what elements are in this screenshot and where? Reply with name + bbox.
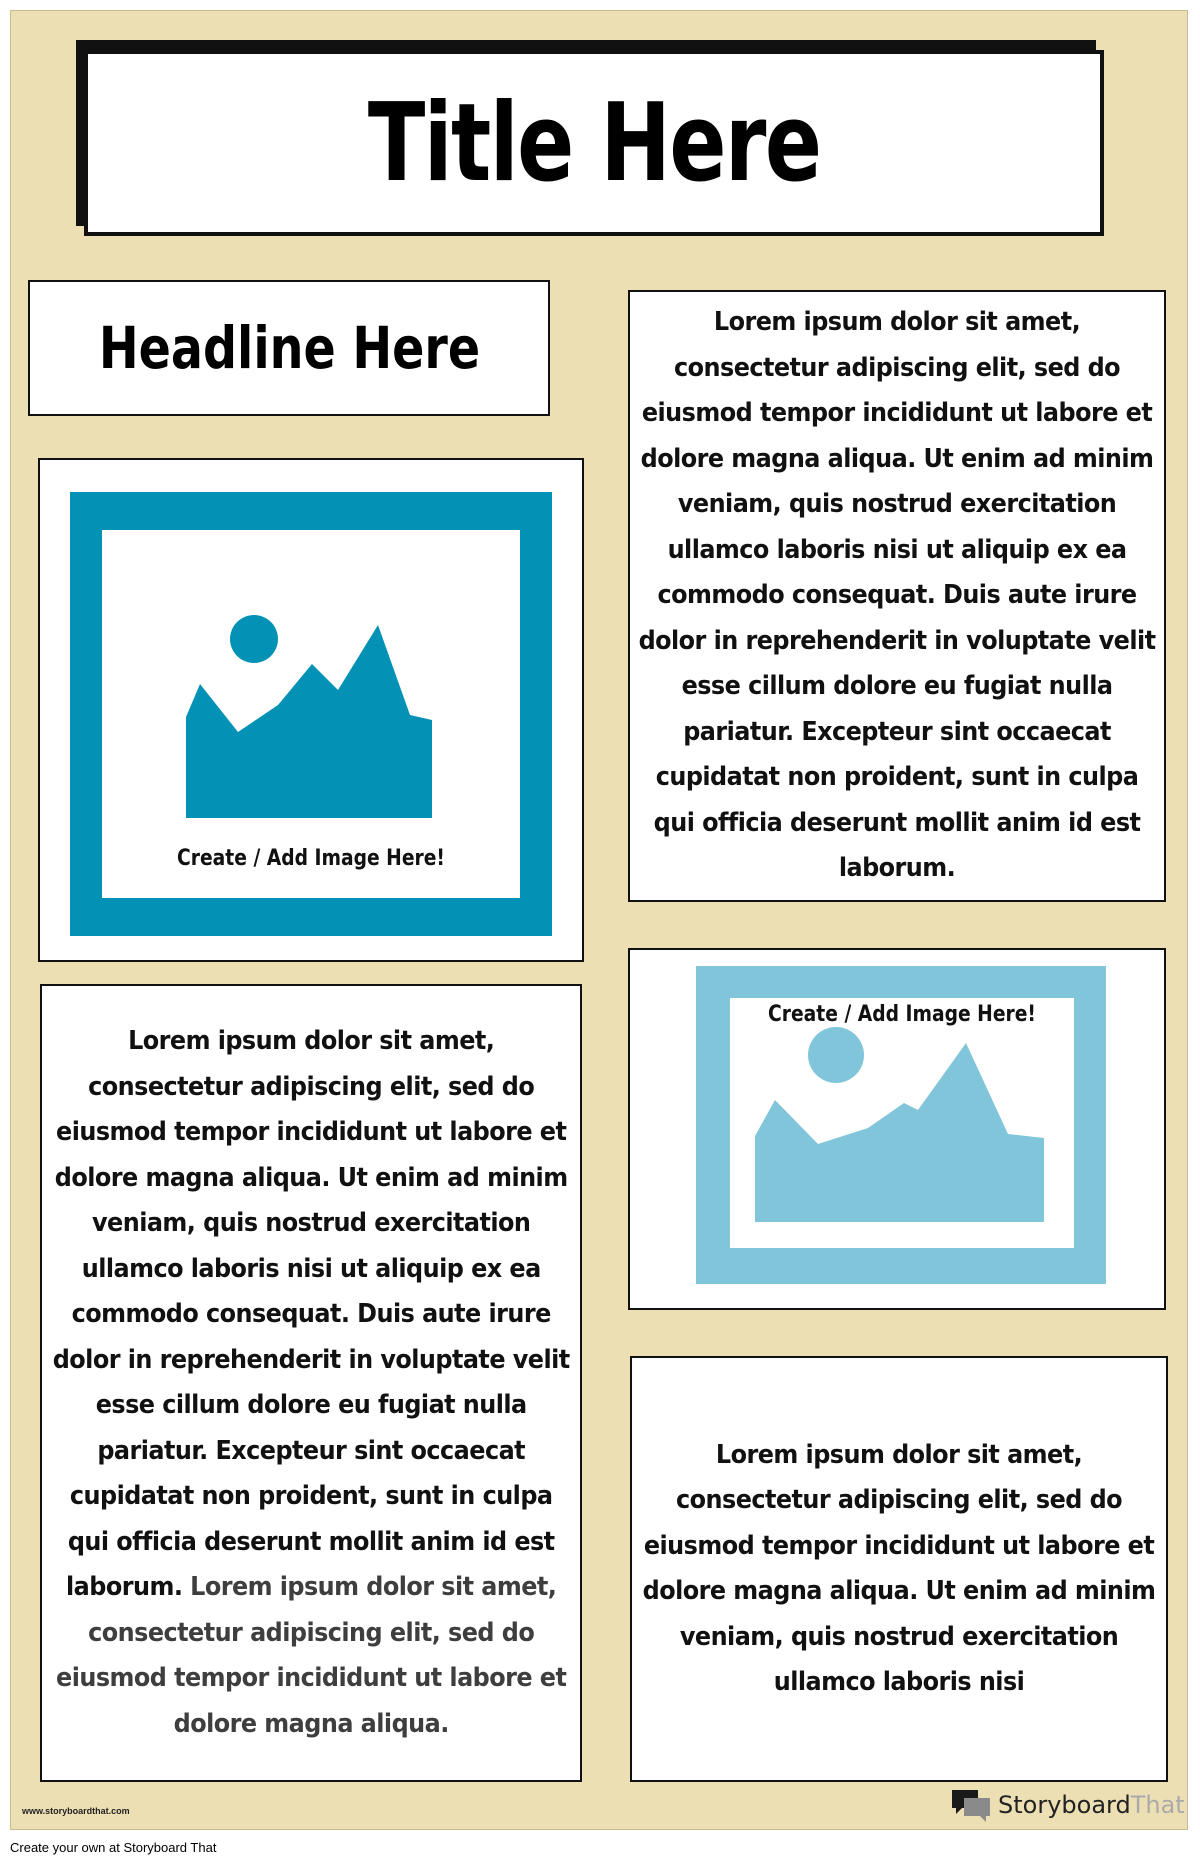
paragraph-left: [48, 1019, 575, 1747]
image-box-left[interactable]: [38, 458, 584, 962]
mountain-image-icon: [102, 530, 520, 898]
image-caption-2: Create / Add Image Here!: [768, 1002, 1036, 1027]
brand-name: [998, 1791, 1185, 1819]
image-placeholder-frame-1: [70, 492, 552, 936]
brand-light: That: [1130, 1791, 1185, 1819]
page-title: Title Here: [367, 80, 821, 206]
paragraph-left-main: Lorem ipsum dolor sit amet, consectetur adipiscing elit, sed do eiusmod tempor incididunt ut labore et dolore magna aliqua. Ut enim ad minim veniam, quis nostrud exercitation ullamco laboris nisi ut aliquip ex ea commodo consequat. Duis aute irure dolor in reprehenderit in voluptate velit esse cillum dolore eu fugiat nulla pariatur. Excepteur sint occaecat cupidatat non proident, sunt in culpa qui officia deserunt mollit anim id est laborum.: [52, 1026, 570, 1602]
footer-url[interactable]: www.storyboardthat.com: [22, 1806, 130, 1816]
image-caption-1: Create / Add Image Here!: [177, 846, 445, 871]
brand-logo[interactable]: [950, 1788, 1185, 1822]
mountain-image-icon: [730, 998, 1074, 1248]
footer-cta[interactable]: Create your own at Storyboard That: [10, 1840, 217, 1855]
paragraph-left-continued: Lorem ipsum dolor sit amet, consectetur adipiscing elit, sed do eiusmod tempor incididunt ut labore et dolore magna aliqua.: [55, 1572, 567, 1739]
brand-dark: Storyboard: [998, 1791, 1131, 1819]
paragraph-right-2: Lorem ipsum dolor sit amet, consectetur adipiscing elit, sed do eiusmod tempor incididunt ut labore et dolore magna aliqua. Ut enim ad minim veniam, quis nostrud exercitation ullamco laboris nisi: [642, 1439, 1156, 1697]
image-placeholder-inner-1: [102, 530, 520, 898]
headline-box[interactable]: [28, 280, 550, 416]
title-box[interactable]: [84, 50, 1104, 236]
text-box-left[interactable]: [40, 984, 582, 1782]
image-placeholder-frame-2: [696, 966, 1106, 1284]
text-box-right-2[interactable]: [630, 1356, 1168, 1782]
image-box-right[interactable]: [628, 948, 1166, 1310]
headline: Headline Here: [98, 314, 480, 382]
paragraph-right-1: Lorem ipsum dolor sit amet, consectetur adipiscing elit, sed do eiusmod tempor incididunt ut labore et dolore magna aliqua. Ut enim ad minim veniam, quis nostrud exercitation ullamco laboris nisi ut aliquip ex ea commodo consequat. Duis aute irure dolor in reprehenderit in voluptate velit esse cillum dolore eu fugiat nulla pariatur. Excepteur sint occaecat cupidatat non proident, sunt in culpa qui officia deserunt mollit anim id est laborum.: [638, 307, 1156, 884]
text-box-right-1[interactable]: [628, 290, 1166, 902]
image-placeholder-inner-2: [730, 998, 1074, 1248]
speech-bubbles-icon: [950, 1788, 992, 1822]
